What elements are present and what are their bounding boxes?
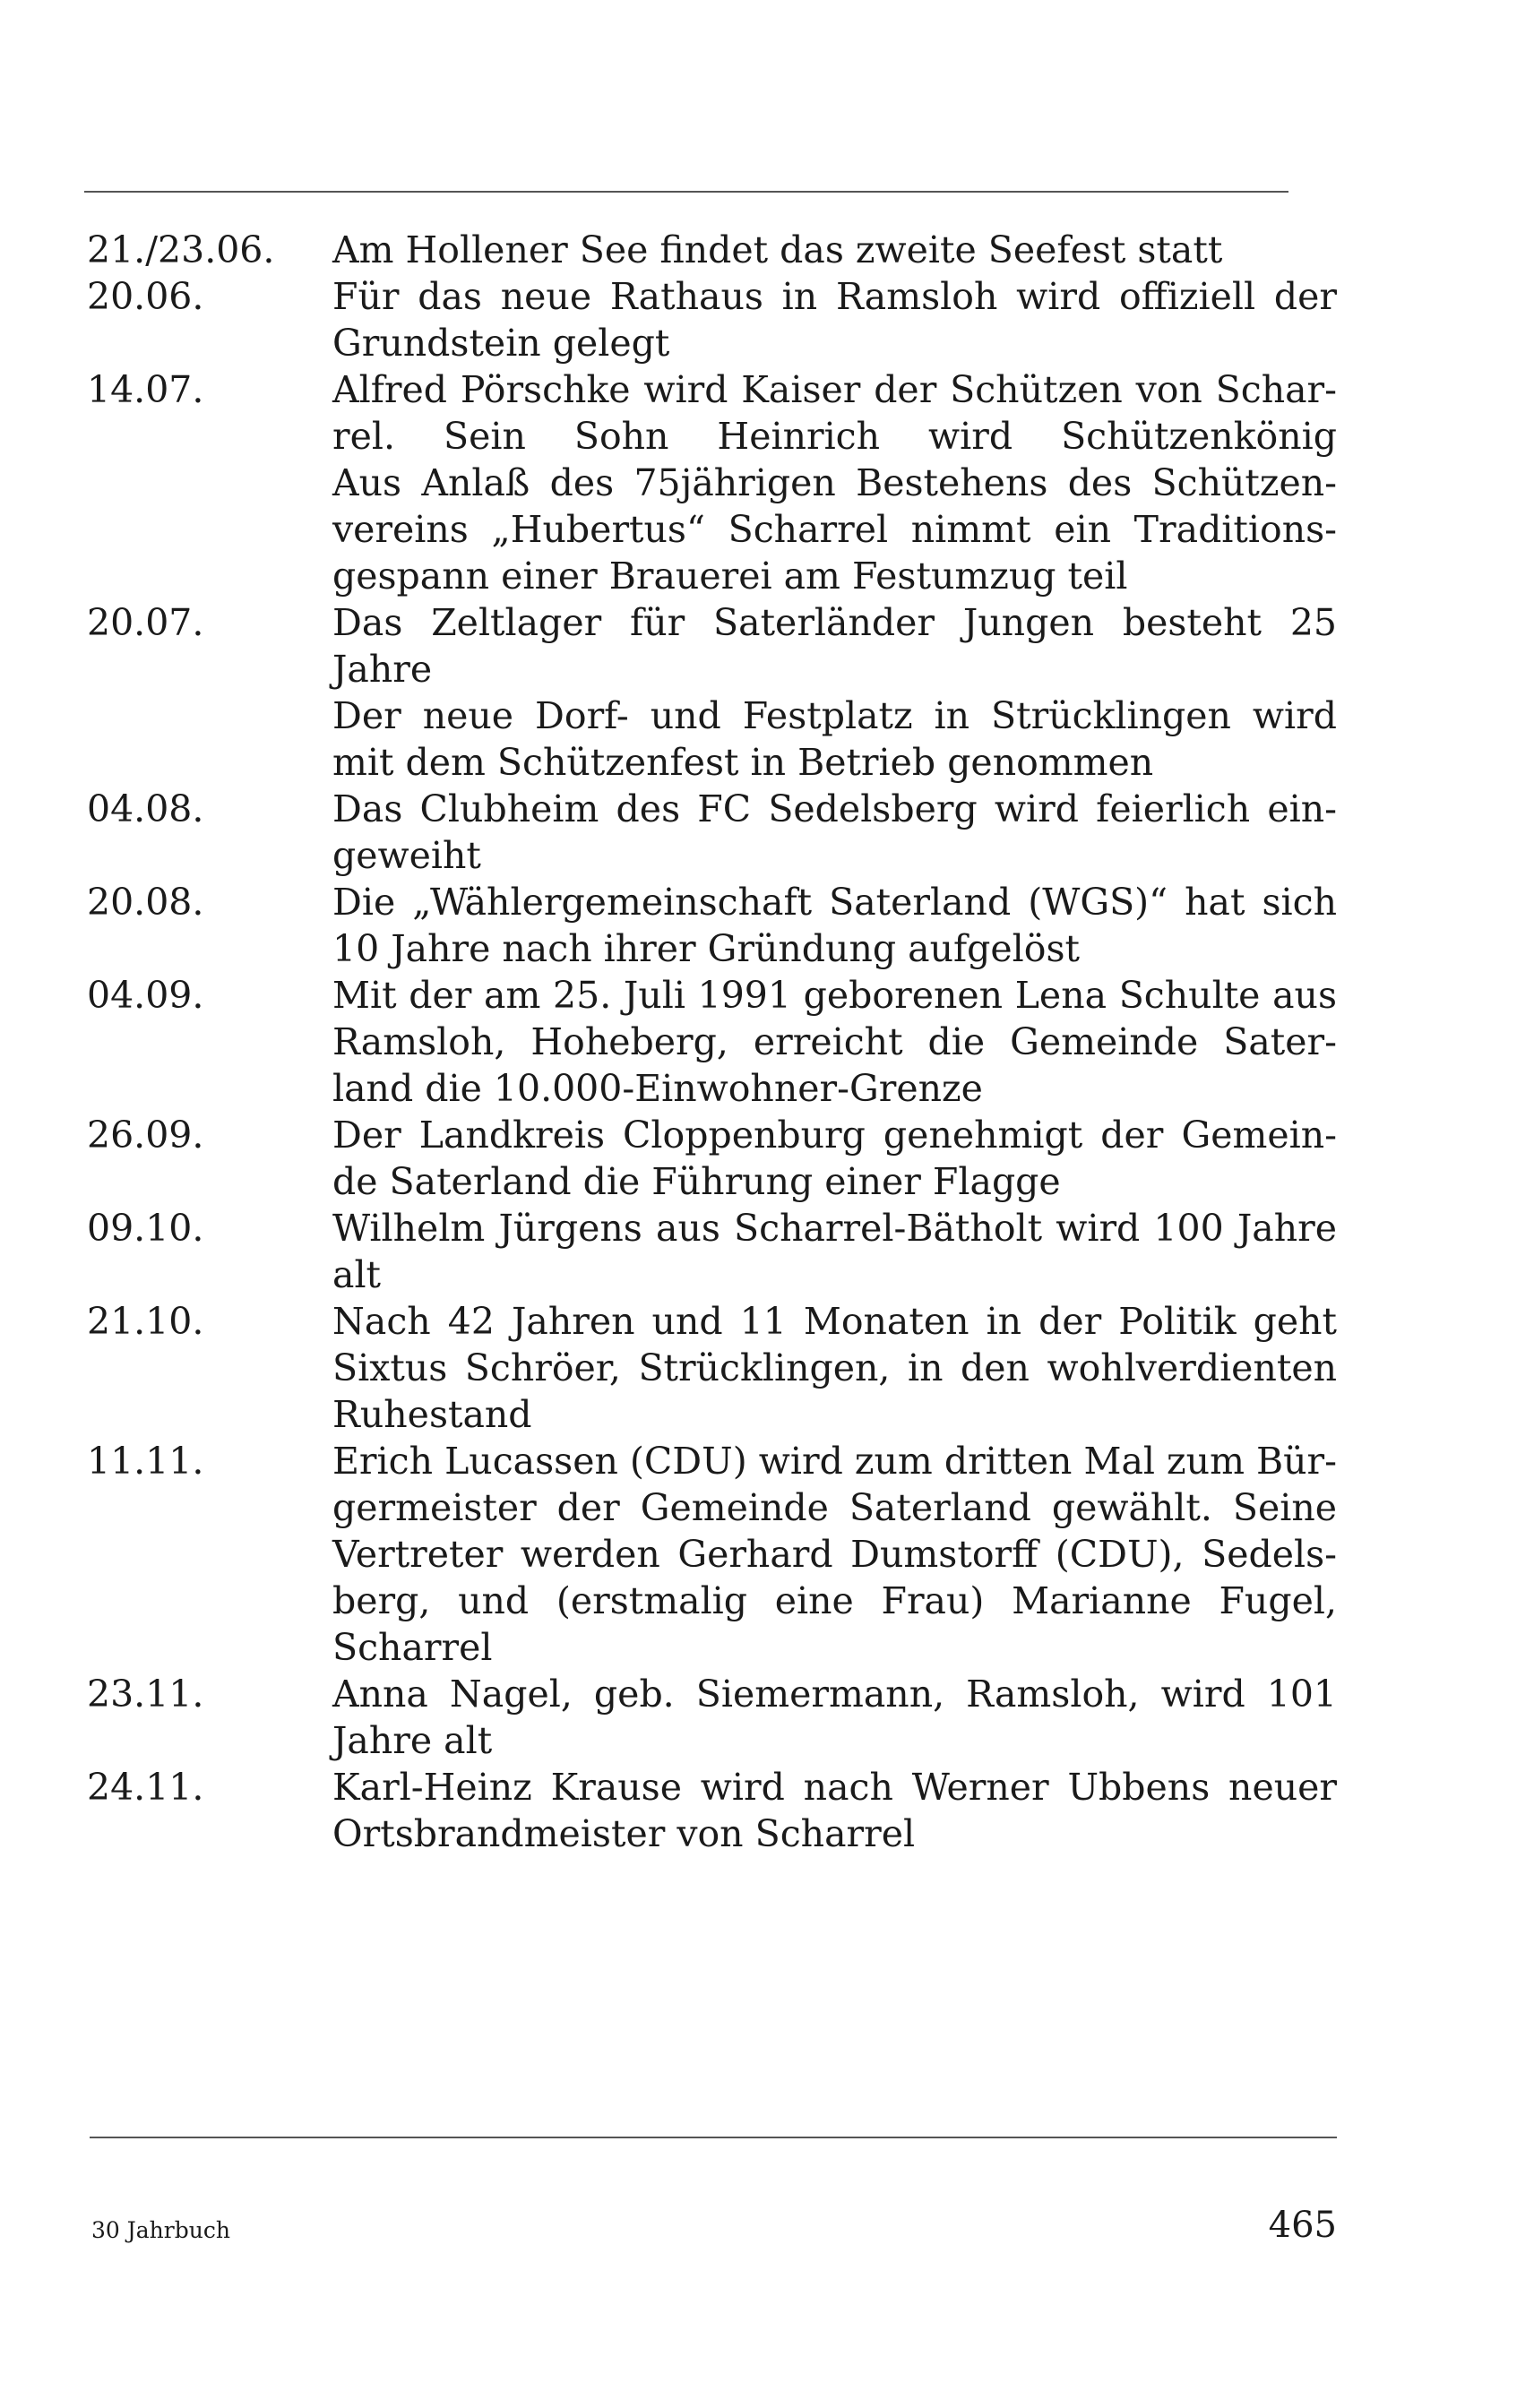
entry-date: 09.10. xyxy=(87,1207,204,1250)
entry-date: 11.11. xyxy=(87,1440,204,1483)
entry-date: 24.11. xyxy=(87,1766,204,1809)
entry-text-line: Das Clubheim des FC Sedelsberg wird feierlich ein- xyxy=(332,787,1337,830)
entry-date: 23.11. xyxy=(87,1673,204,1716)
chronicle-entry xyxy=(87,1298,1337,1438)
entry-text-line: rel. Sein Sohn Heinrich wird Schützenkönig xyxy=(332,415,1337,458)
chronicle-entry xyxy=(87,1438,1337,1671)
entry-text-line: Der neue Dorf- und Festplatz in Strücklingen wird xyxy=(332,694,1337,737)
entry-text-line: geweiht xyxy=(332,834,481,877)
entry-date: 14.07. xyxy=(87,368,204,411)
entry-text-line: Ramsloh, Hoheberg, erreicht die Gemeinde Sater- xyxy=(332,1020,1337,1063)
entry-text-line: vereins „Hubertus“ Scharrel nimmt ein Traditions- xyxy=(332,508,1337,551)
entry-text-line: Anna Nagel, geb. Siemermann, Ramsloh, wird 101 xyxy=(332,1673,1337,1716)
entry-text-line: Mit der am 25. Juli 1991 geborenen Lena Schulte aus xyxy=(332,974,1337,1017)
entry-text xyxy=(332,786,1337,879)
chronicle-list xyxy=(87,227,1337,1857)
entry-text xyxy=(332,1112,1337,1205)
entry-text xyxy=(332,1205,1337,1298)
entry-text-line: mit dem Schützenfest in Betrieb genommen xyxy=(332,741,1154,784)
entry-text xyxy=(332,273,1337,366)
entry-text xyxy=(332,1671,1337,1764)
chronicle-entry xyxy=(87,1671,1337,1764)
entry-text xyxy=(332,227,1337,273)
entry-date: 20.07. xyxy=(87,601,204,644)
chronicle-entry xyxy=(87,273,1337,366)
entry-text-line: 10 Jahre nach ihrer Gründung aufgelöst xyxy=(332,927,1080,970)
entry-text-line: berg, und (erstmalig eine Frau) Marianne Fugel, xyxy=(332,1579,1337,1622)
page-number: 465 xyxy=(1268,2205,1337,2246)
entry-text-line: germeister der Gemeinde Saterland gewählt. Seine xyxy=(332,1486,1337,1529)
entry-text-line: Jahre alt xyxy=(332,1719,493,1762)
entry-text-line: Vertreter werden Gerhard Dumstorff (CDU), Sedels- xyxy=(332,1533,1337,1576)
entry-text-line: Scharrel xyxy=(332,1626,493,1669)
entry-text-line: land die 10.000-Einwohner-Grenze xyxy=(332,1067,983,1110)
entry-text-line: Nach 42 Jahren und 11 Monaten in der Politik geht xyxy=(332,1300,1337,1343)
bottom-rule xyxy=(90,2137,1337,2138)
chronicle-entry xyxy=(87,1112,1337,1205)
chronicle-entry xyxy=(87,1764,1337,1857)
entry-date: 21./23.06. xyxy=(87,228,275,271)
entry-text-line: Ruhestand xyxy=(332,1393,532,1436)
entry-text xyxy=(332,1438,1337,1671)
entry-text-line: Die „Wählergemeinschaft Saterland (WGS)“ hat sich xyxy=(332,881,1337,924)
entry-text-line: Ortsbrandmeister von Scharrel xyxy=(332,1812,916,1855)
entry-text xyxy=(332,599,1337,786)
entry-text-line: Aus Anlaß des 75jährigen Bestehens des Schützen- xyxy=(332,461,1337,504)
top-rule xyxy=(84,191,1288,193)
chronicle-entry xyxy=(87,786,1337,879)
entry-text-line: Alfred Pörschke wird Kaiser der Schützen von Schar- xyxy=(332,368,1337,411)
entry-date: 20.08. xyxy=(87,881,204,924)
entry-text xyxy=(332,366,1337,599)
entry-date: 20.06. xyxy=(87,275,204,318)
entry-text-line: Jahre xyxy=(332,648,433,691)
entry-date: 21.10. xyxy=(87,1300,204,1343)
entry-text-line: Wilhelm Jürgens aus Scharrel-Bätholt wird 100 Jahre xyxy=(332,1207,1337,1250)
entry-text-line: Sixtus Schröer, Strücklingen, in den wohlverdienten xyxy=(332,1346,1337,1389)
entry-text-line: de Saterland die Führung einer Flagge xyxy=(332,1160,1061,1203)
chronicle-entry xyxy=(87,1205,1337,1298)
chronicle-entry xyxy=(87,879,1337,972)
entry-text-line: Der Landkreis Cloppenburg genehmigt der Gemein- xyxy=(332,1114,1337,1157)
entry-text xyxy=(332,1764,1337,1857)
entry-text-line: Das Zeltlager für Saterländer Jungen besteht 25 xyxy=(332,601,1337,644)
entry-text-line: Karl-Heinz Krause wird nach Werner Ubbens neuer xyxy=(332,1766,1337,1809)
entry-text-line: Erich Lucassen (CDU) wird zum dritten Mal zum Bür- xyxy=(332,1440,1337,1483)
chronicle-entry xyxy=(87,366,1337,599)
entry-text xyxy=(332,1298,1337,1438)
chronicle-entry xyxy=(87,227,1337,273)
entry-text-line: Für das neue Rathaus in Ramsloh wird offiziell der xyxy=(332,275,1337,318)
entry-text xyxy=(332,879,1337,972)
entry-text xyxy=(332,972,1337,1112)
footer-signature: 30 Jahrbuch xyxy=(91,2217,230,2243)
entry-text-line: alt xyxy=(332,1253,382,1296)
entry-date: 04.09. xyxy=(87,974,204,1017)
entry-text-line: gespann einer Brauerei am Festumzug teil xyxy=(332,555,1128,598)
entry-date: 04.08. xyxy=(87,787,204,830)
chronicle-entry xyxy=(87,972,1337,1112)
entry-text-line: Grundstein gelegt xyxy=(332,322,670,365)
entry-date: 26.09. xyxy=(87,1114,204,1157)
chronicle-entry xyxy=(87,599,1337,786)
entry-text-line: Am Hollener See findet das zweite Seefest statt xyxy=(332,228,1223,271)
